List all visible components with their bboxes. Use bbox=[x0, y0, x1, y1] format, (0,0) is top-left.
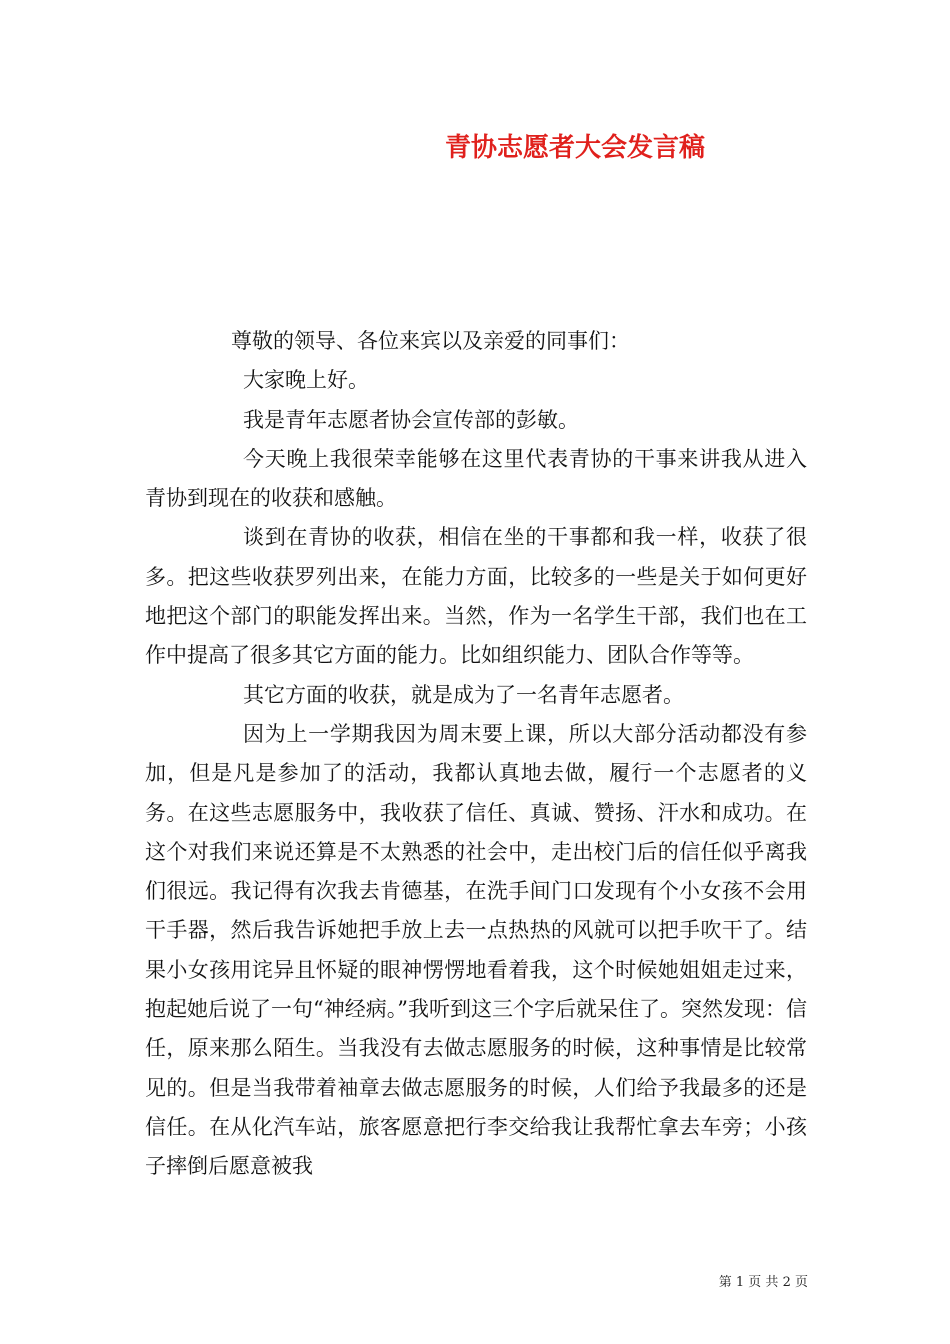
paragraph: 因为上一学期我因为周末要上课，所以大部分活动都没有参加，但是凡是参加了的活动，我都认真地去做，履行一个志愿者的义务。在这些志愿服务中，我收获了信任、真诚、赞扬、汗水和成功。在这个对我们来说还算是不太熟悉的社会中，走出校门后的信任似乎离我们很远。我记得有次我去肯德基，在洗手间门口发现有个小女孩不会用干手器，然后我告诉她把手放上去一点热热的风就可以把手吹干了。结果小女孩用诧异且怀疑的眼神愣愣地看着我，这个时候她姐姐走过来，抱起她后说了一句“神经病。”我听到这三个字后就呆住了。突然发现：信任，原来那么陌生。当我没有去做志愿服务的时候，这种事情是比较常见的。但是当我带着袖章去做志愿服务的时候，人们给予我最多的还是信任。在从化汽车站，旅客愿意把行李交给我让我帮忙拿去车旁；小孩子摔倒后愿意被我 bbox=[145, 721, 807, 1179]
paragraph: 谈到在青协的收获，相信在坐的干事都和我一样，收获了很多。把这些收获罗列出来，在能力方面，比较多的一些是关于如何更好地把这个部门的职能发挥出来。当然，作为一名学生干部，我们也在工作中提高了很多其它方面的能力。比如组织能力、团队合作等等。 bbox=[145, 525, 807, 668]
salutation: 尊敬的领导、各位来宾以及亲爱的同事们： bbox=[231, 329, 630, 353]
paragraph: 其它方面的收获，就是成为了一名青年志愿者。 bbox=[243, 682, 684, 707]
page-label-prefix: 第 bbox=[718, 1275, 732, 1290]
paragraph: 大家晚上好。 bbox=[243, 368, 369, 393]
document-body bbox=[145, 322, 807, 1187]
document-title: 青协志愿者大会发言稿 bbox=[444, 133, 705, 163]
total-page-number: 2 bbox=[782, 1275, 791, 1290]
page-label-middle: 页 共 bbox=[748, 1275, 779, 1290]
page-label-suffix: 页 bbox=[794, 1275, 808, 1290]
page-number-footer bbox=[719, 1271, 808, 1290]
paragraph: 今天晚上我很荣幸能够在这里代表青协的干事来讲我从进入青协到现在的收获和感触。 bbox=[145, 446, 807, 511]
paragraph: 我是青年志愿者协会宣传部的彭敏。 bbox=[243, 407, 579, 432]
current-page-number: 1 bbox=[735, 1275, 745, 1290]
